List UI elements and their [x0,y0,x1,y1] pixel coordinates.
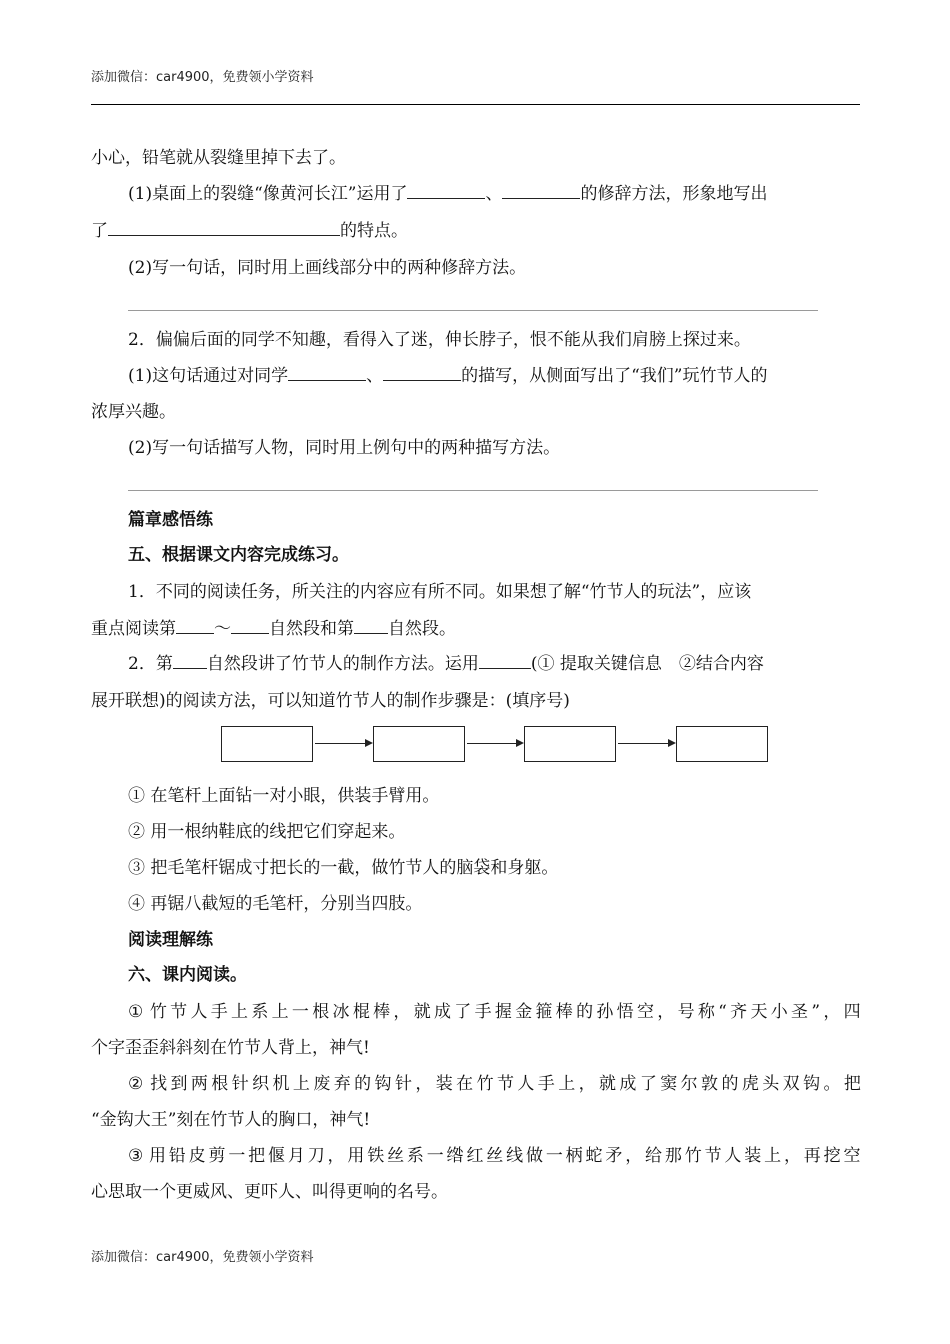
passage-char: 织 [252,1074,270,1094]
passage-char: 针 [394,1074,412,1094]
passage-char: 红 [466,1146,484,1166]
passage-char: ② [128,1074,144,1094]
answer-blank[interactable] [108,219,340,236]
passage-char: 弃 [333,1074,351,1094]
step-option: ① 在笔杆上面钻一对小眼，供装手臂用。 [128,786,440,806]
passage-char: 废 [313,1074,331,1094]
passage-char: 冰 [332,1002,350,1022]
passage-char: 小 [770,1002,788,1022]
passage-char: 手 [210,1002,228,1022]
text-segment: 自然段。 [388,619,456,639]
passage-char: 皮 [188,1146,206,1166]
question-2-1-cont: 浓厚兴趣。 [91,402,176,422]
passage-char: 的 [721,1074,739,1094]
passage-char: 就 [413,1002,431,1022]
passage-line [128,1144,861,1168]
question-5-1-cont [91,617,861,641]
arrow-right-icon [618,743,674,744]
arrow-right-icon [467,743,522,744]
question-1-1 [128,182,861,206]
answer-blank[interactable] [173,652,207,669]
passage-char: 刀 [307,1146,325,1166]
answer-blank[interactable] [288,364,366,381]
passage-char: 针 [231,1074,249,1094]
header-rule [91,104,860,105]
passage-char: 在 [456,1074,474,1094]
passage-char: 钩 [374,1074,392,1094]
passage-char: 把 [843,1074,861,1094]
passage-char: 到 [170,1074,188,1094]
section-title: 五、根据课文内容完成练习。 [128,545,349,565]
question-1-1-cont [91,219,861,243]
passage-char: ① [128,1002,144,1022]
arrow-right-icon [315,743,371,744]
passage-char: 人 [190,1002,208,1022]
passage-char: 节 [496,1074,514,1094]
flow-step-box[interactable] [373,726,465,762]
flow-step-box[interactable] [524,726,616,762]
passage-char: 一 [228,1146,246,1166]
passage-line: “金钩大王”刻在竹节人的胸口，神气! [91,1110,371,1130]
answer-writing-line[interactable] [128,310,818,311]
passage-char: 上 [558,1074,576,1094]
passage-char: 悟 [616,1002,634,1022]
step-option: ② 用一根纳鞋底的线把它们穿起来。 [128,822,406,842]
passage-char: 偃 [268,1146,285,1166]
passage-char: 棍 [352,1002,370,1022]
passage-char: 装 [744,1146,762,1166]
passage-char: 节 [704,1146,722,1166]
passage-char: 根 [312,1002,330,1022]
passage-char: 空 [636,1002,654,1022]
passage-char: 上 [271,1002,289,1022]
passage-char: 箍 [535,1002,553,1022]
passage-char: 称 [697,1002,715,1022]
passage-char: “ [718,1002,727,1022]
flow-step-box[interactable] [676,726,768,762]
answer-blank[interactable] [407,182,485,199]
question-2: 2．偏偏后面的同学不知趣，看得入了迷，伸长脖子，恨不能从我们肩膀上探过来。 [128,330,751,350]
passage-char: 月 [287,1146,305,1166]
passage-char: 一 [426,1146,444,1166]
passage-char: 棒 [373,1002,391,1022]
passage-char: 钩 [803,1074,821,1094]
passage-char: 空 [843,1146,861,1166]
passage-char: 线 [506,1146,524,1166]
passage-char: ③ [128,1146,144,1166]
passage-char: ， [657,1002,675,1022]
passage-char: 手 [474,1002,492,1022]
section-title: 六、课内阅读。 [128,965,247,985]
passage-char: 机 [272,1074,290,1094]
text-segment: 重点阅读第 [91,619,176,639]
answer-blank[interactable] [383,364,461,381]
passage-char: 两 [190,1074,208,1094]
text-segment: (① 提取关键信息 ②结合内容 [530,654,764,674]
passage-char: 用 [148,1146,166,1166]
passage-char: 挖 [823,1146,841,1166]
text-segment: (1)这句话通过对同学 [128,366,289,386]
question-5-2 [128,652,861,676]
passage-line [128,1000,861,1024]
passage-char: 铁 [367,1146,385,1166]
flow-step-box[interactable] [221,726,313,762]
page-header-watermark: 添加微信：car4900，免费领小学资料 [91,70,314,85]
passage-char: 就 [599,1074,616,1094]
passage-char: 系 [251,1002,269,1022]
text-segment: ～ [214,619,231,639]
passage-char: 人 [517,1074,535,1094]
passage-char: 上 [764,1146,782,1166]
passage-char: 圣 [791,1002,809,1022]
passage-char: ， [415,1074,433,1094]
answer-writing-line[interactable] [128,490,818,491]
passage-char: 那 [664,1146,682,1166]
question-1-2: (2)写一句话，同时用上画线部分中的两种修辞方法。 [128,258,527,278]
passage-char: 节 [170,1002,188,1022]
passage-char: 矛 [605,1146,623,1166]
answer-blank[interactable] [479,652,531,669]
passage-char: 天 [750,1002,768,1022]
passage-char: 给 [645,1146,663,1166]
passage-char: 了 [639,1074,657,1094]
passage-line: 心思取一个更威风、更吓人、叫得更响的名号。 [91,1182,448,1202]
passage-char: 尔 [680,1074,698,1094]
text-segment: 了 [91,221,108,241]
passage-char: 做 [525,1146,543,1166]
passage-char: 手 [537,1074,555,1094]
question-2-1 [128,364,861,388]
passage-char: ， [578,1074,596,1094]
text-segment: 、 [485,184,503,204]
step-option: ④ 再锯八截短的毛笔杆，分别当四肢。 [128,894,423,914]
passage-char: 丝 [486,1146,504,1166]
passage-char: 棒 [555,1002,573,1022]
passage-char: ” [811,1002,821,1022]
text-segment: 的修辞方法，形象地写出 [580,184,768,204]
text-segment: 、 [366,366,384,386]
passage-char: ， [783,1146,801,1166]
text-line: 小心，铅笔就从裂缝里掉下去了。 [91,148,346,168]
text-segment: 自然段讲了竹节人的制作方法。运用 [206,654,479,674]
passage-char: 握 [494,1002,512,1022]
section-heading: 篇章感悟练 [128,510,213,530]
text-segment: 的描写，从侧面写出了“我们”玩竹节人的 [461,366,768,386]
passage-char: 成 [619,1074,637,1094]
passage-char: 蛇 [585,1146,603,1166]
passage-char: ， [393,1002,411,1022]
question-2-2: (2)写一句话描写人物，同时用上例句中的两种描写方法。 [128,438,561,458]
passage-char: 的 [354,1074,372,1094]
passage-char: 丝 [387,1146,405,1166]
question-5-2-cont: 展开联想)的阅读方法，可以知道竹节人的制作步骤是：(填序号) [91,691,570,711]
passage-char: 金 [515,1002,533,1022]
passage-char: 根 [211,1074,229,1094]
passage-char: ， [823,1002,841,1022]
passage-line: 个字歪歪斜斜刻在竹节人背上，神气! [91,1038,370,1058]
passage-char: 柄 [565,1146,583,1166]
passage-char: 头 [762,1074,780,1094]
passage-char: 一 [545,1146,563,1166]
passage-char: ， [327,1146,345,1166]
passage-char: 竹 [476,1074,494,1094]
passage-char: ， [625,1146,643,1166]
passage-char: 一 [291,1002,309,1022]
passage-line [128,1072,861,1096]
passage-char: 虎 [741,1074,759,1094]
passage-char: 孙 [596,1002,614,1022]
passage-char: 上 [292,1074,310,1094]
text-segment: 2．第 [128,654,173,674]
text-segment: 自然段和第 [269,619,354,639]
passage-char: 四 [843,1002,861,1022]
answer-blank[interactable] [502,182,580,199]
passage-char: 铅 [168,1146,186,1166]
passage-char: 。 [823,1074,841,1094]
passage-char: 号 [677,1002,695,1022]
passage-char: 装 [435,1074,453,1094]
passage-char: 窦 [660,1074,678,1094]
passage-char: 用 [347,1146,365,1166]
passage-char: 剪 [208,1146,226,1166]
answer-blank[interactable] [354,617,388,634]
passage-char: 竹 [149,1002,167,1022]
answer-blank[interactable] [231,617,269,634]
passage-char: 敦 [701,1074,719,1094]
question-5-1: 1．不同的阅读任务，所关注的内容应有所不同。如果想了解“竹节人的玩法”，应该 [128,582,752,602]
passage-char: 绺 [446,1146,464,1166]
passage-char: 找 [150,1074,168,1094]
step-option: ③ 把毛笔杆锯成寸把长的一截，做竹节人的脑袋和身躯。 [128,858,559,878]
passage-char: 把 [248,1146,266,1166]
page-footer-watermark: 添加微信：car4900，免费领小学资料 [91,1250,314,1265]
passage-char: 的 [576,1002,594,1022]
passage-char: 齐 [730,1002,748,1022]
passage-char: 成 [434,1002,451,1022]
passage-char: 竹 [684,1146,702,1166]
passage-char: 再 [803,1146,821,1166]
passage-char: 人 [724,1146,742,1166]
text-segment: (1)桌面上的裂缝“像黄河长江”运用了 [128,184,408,204]
text-segment: 的特点。 [340,221,408,241]
passage-char: 系 [406,1146,424,1166]
section-heading: 阅读理解练 [128,930,213,950]
passage-char: 了 [454,1002,472,1022]
answer-blank[interactable] [176,617,214,634]
passage-char: 上 [231,1002,249,1022]
passage-char: 双 [782,1074,800,1094]
